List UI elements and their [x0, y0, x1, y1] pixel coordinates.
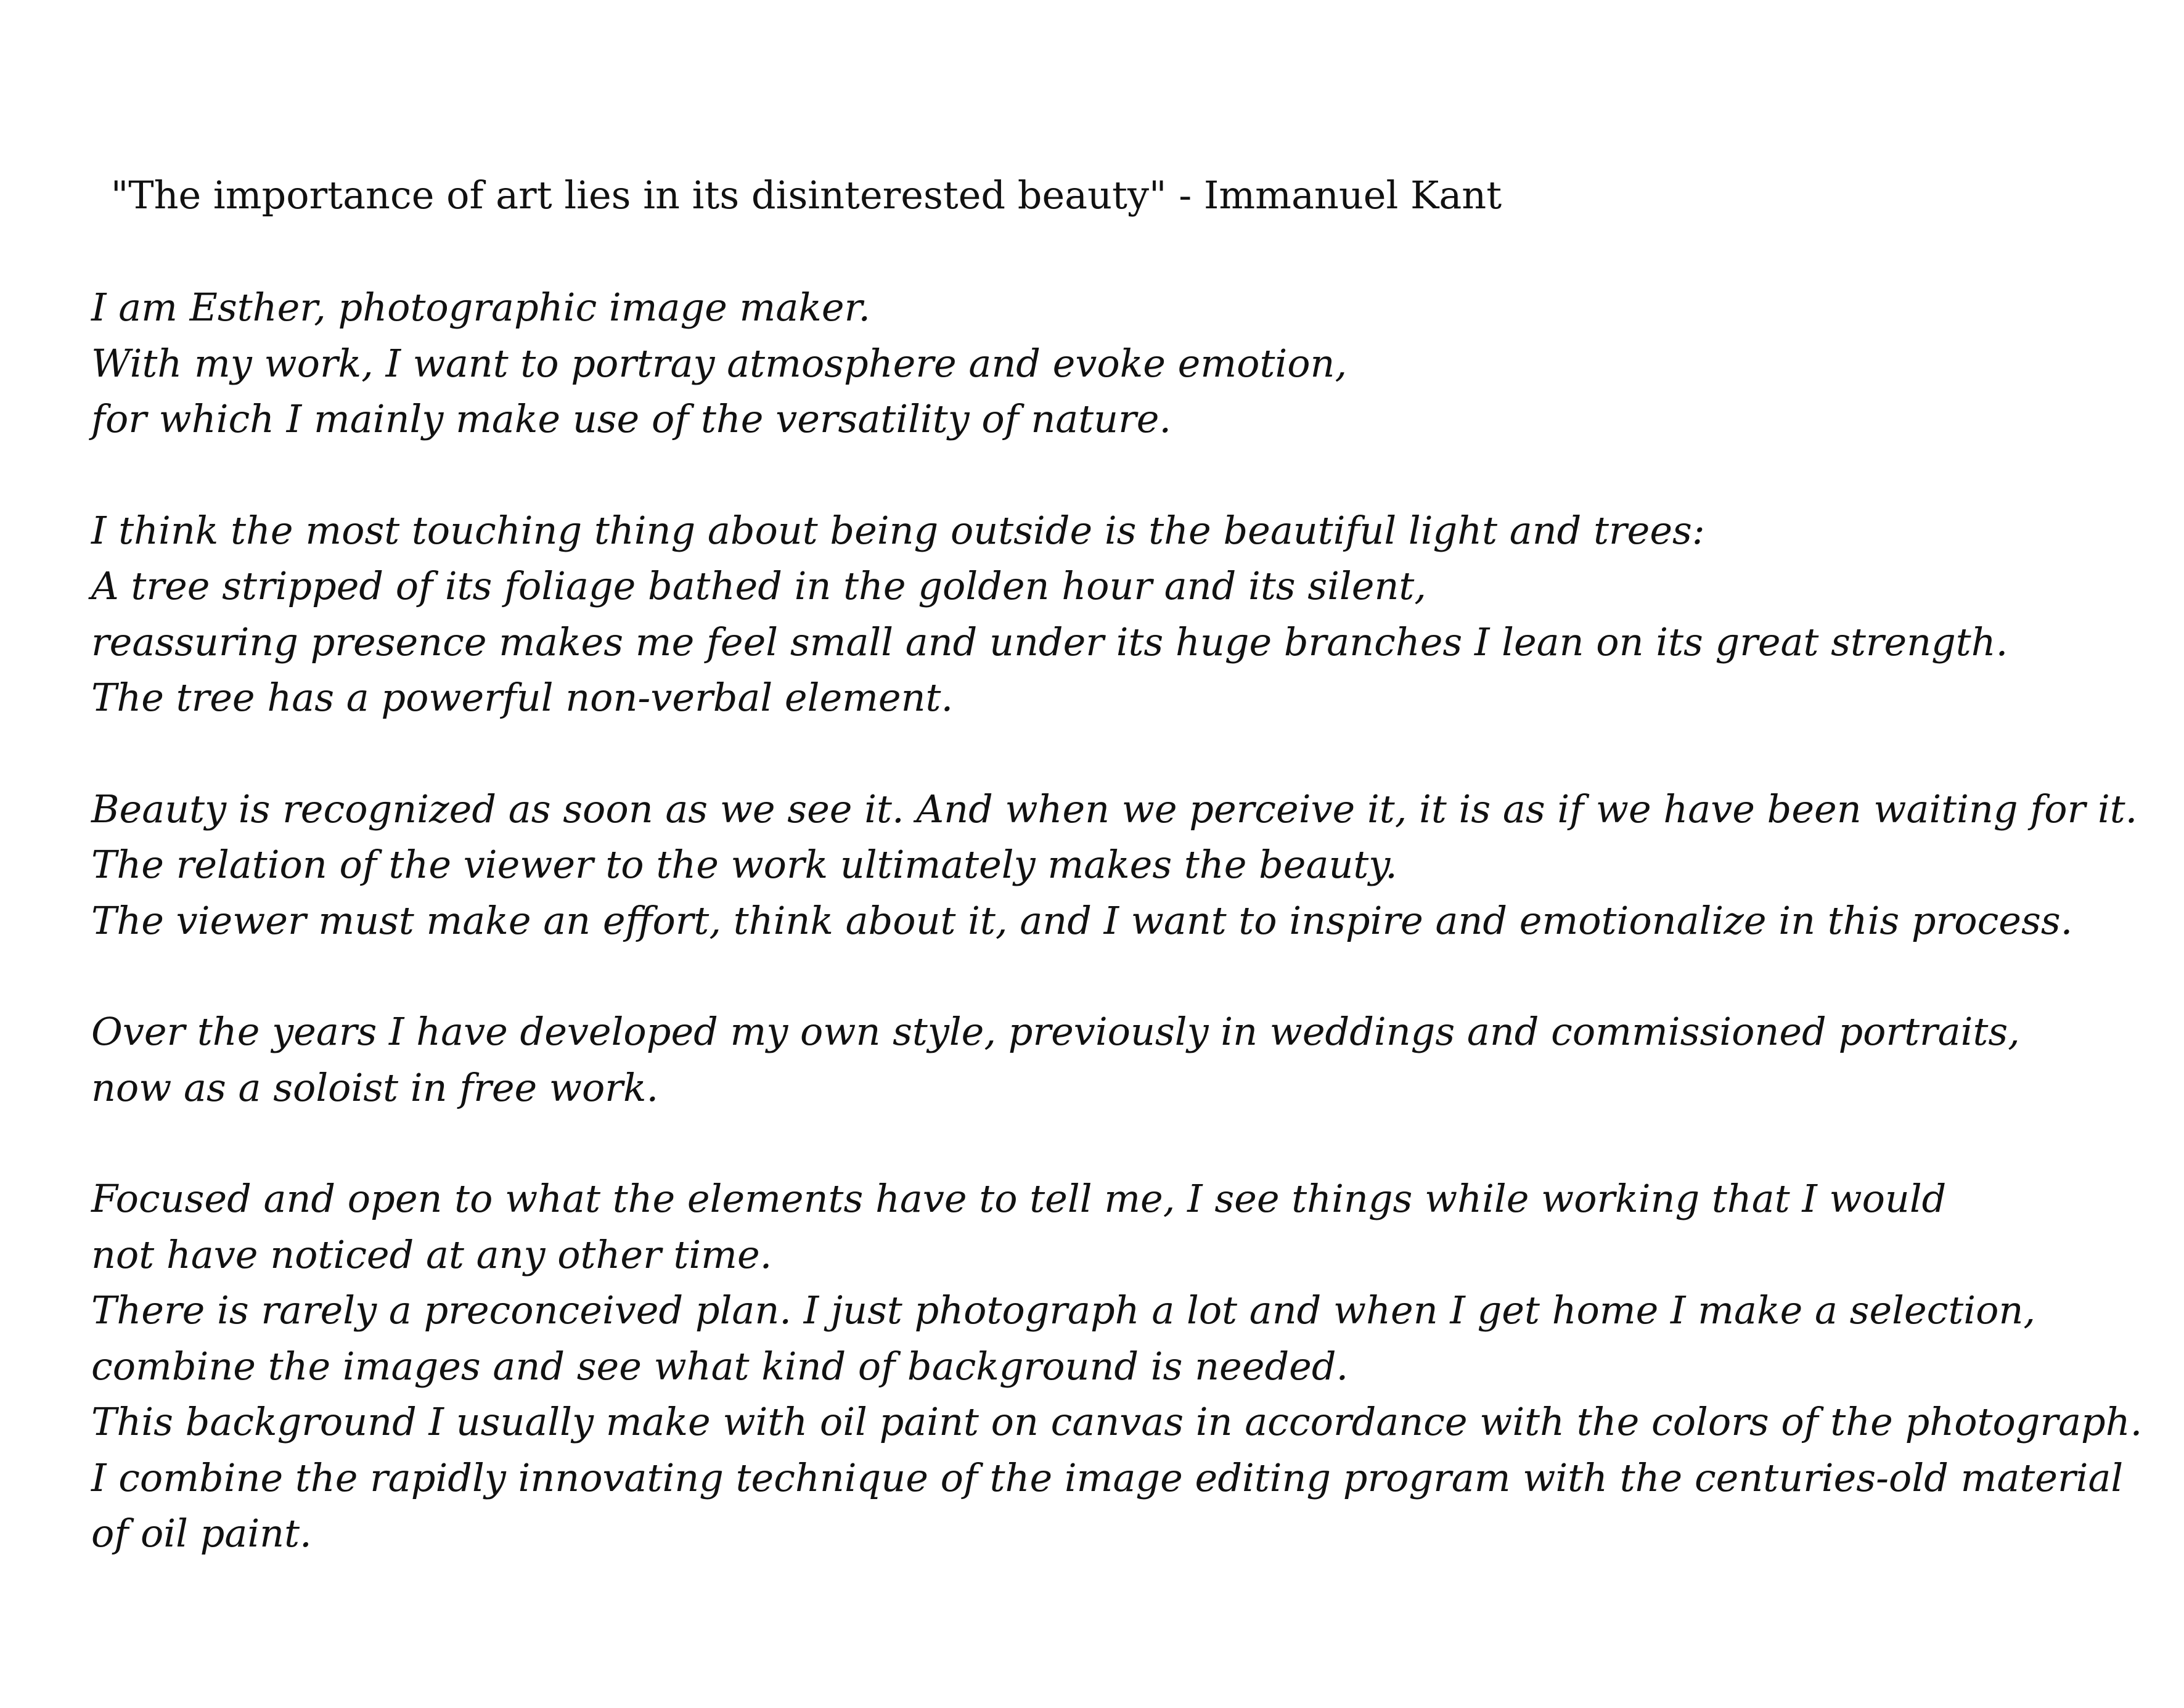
text-line: The viewer must make an effort, think about it, and I want to inspire and emotionalize in this process. — [91, 897, 2073, 943]
text-line: of oil paint. — [91, 1511, 312, 1556]
text-line: now as a soloist in free work. — [91, 1064, 659, 1110]
text-line: There is rarely a preconceived plan. I just photograph a lot and when I get home I make a selection, — [91, 1288, 2036, 1333]
text-line: Over the years I have developed my own style, previously in weddings and commissioned portraits, — [91, 1009, 2020, 1054]
text-line: I combine the rapidly innovating technique of the image editing program with the centuries-old material — [91, 1455, 2124, 1500]
kant-quote: "The importance of art lies in its disinterested beauty" - Immanuel Kant — [99, 173, 1502, 218]
paragraph-beauty — [91, 782, 2142, 949]
text-line: not have noticed at any other time. — [91, 1232, 772, 1277]
text-line: Focused and open to what the elements have to tell me, I see things while working that I would — [91, 1176, 1947, 1221]
text-line: With my work, I want to portray atmosphere and evoke emotion, — [91, 340, 1348, 386]
text-line: I am Esther, photographic image maker. — [91, 285, 871, 330]
text-line: for which I mainly make use of the versatility of nature. — [91, 396, 1172, 441]
paragraph-style — [91, 1004, 2142, 1116]
text-line: This background I usually make with oil paint on canvas in accordance with the colors of the photograph. — [91, 1399, 2143, 1444]
text-line: A tree stripped of its foliage bathed in the golden hour and its silent, — [91, 563, 1427, 608]
artist-statement — [91, 280, 2142, 1617]
text-line: reassuring presence makes me feel small and under its huge branches I lean on its great strength. — [91, 619, 2008, 664]
paragraph-process — [91, 1171, 2142, 1562]
text-line: The relation of the viewer to the work ultimately makes the beauty. — [91, 842, 1397, 887]
paragraph-trees — [91, 503, 2142, 726]
paragraph-introduction — [91, 280, 2142, 447]
text-line: combine the images and see what kind of background is needed. — [91, 1343, 1349, 1389]
text-line: The tree has a powerful non-verbal element. — [91, 675, 954, 720]
text-line: Beauty is recognized as soon as we see it. And when we perceive it, it is as if we have been waiting for it. — [91, 786, 2138, 832]
text-line: I think the most touching thing about being outside is the beautiful light and trees: — [91, 507, 1705, 553]
